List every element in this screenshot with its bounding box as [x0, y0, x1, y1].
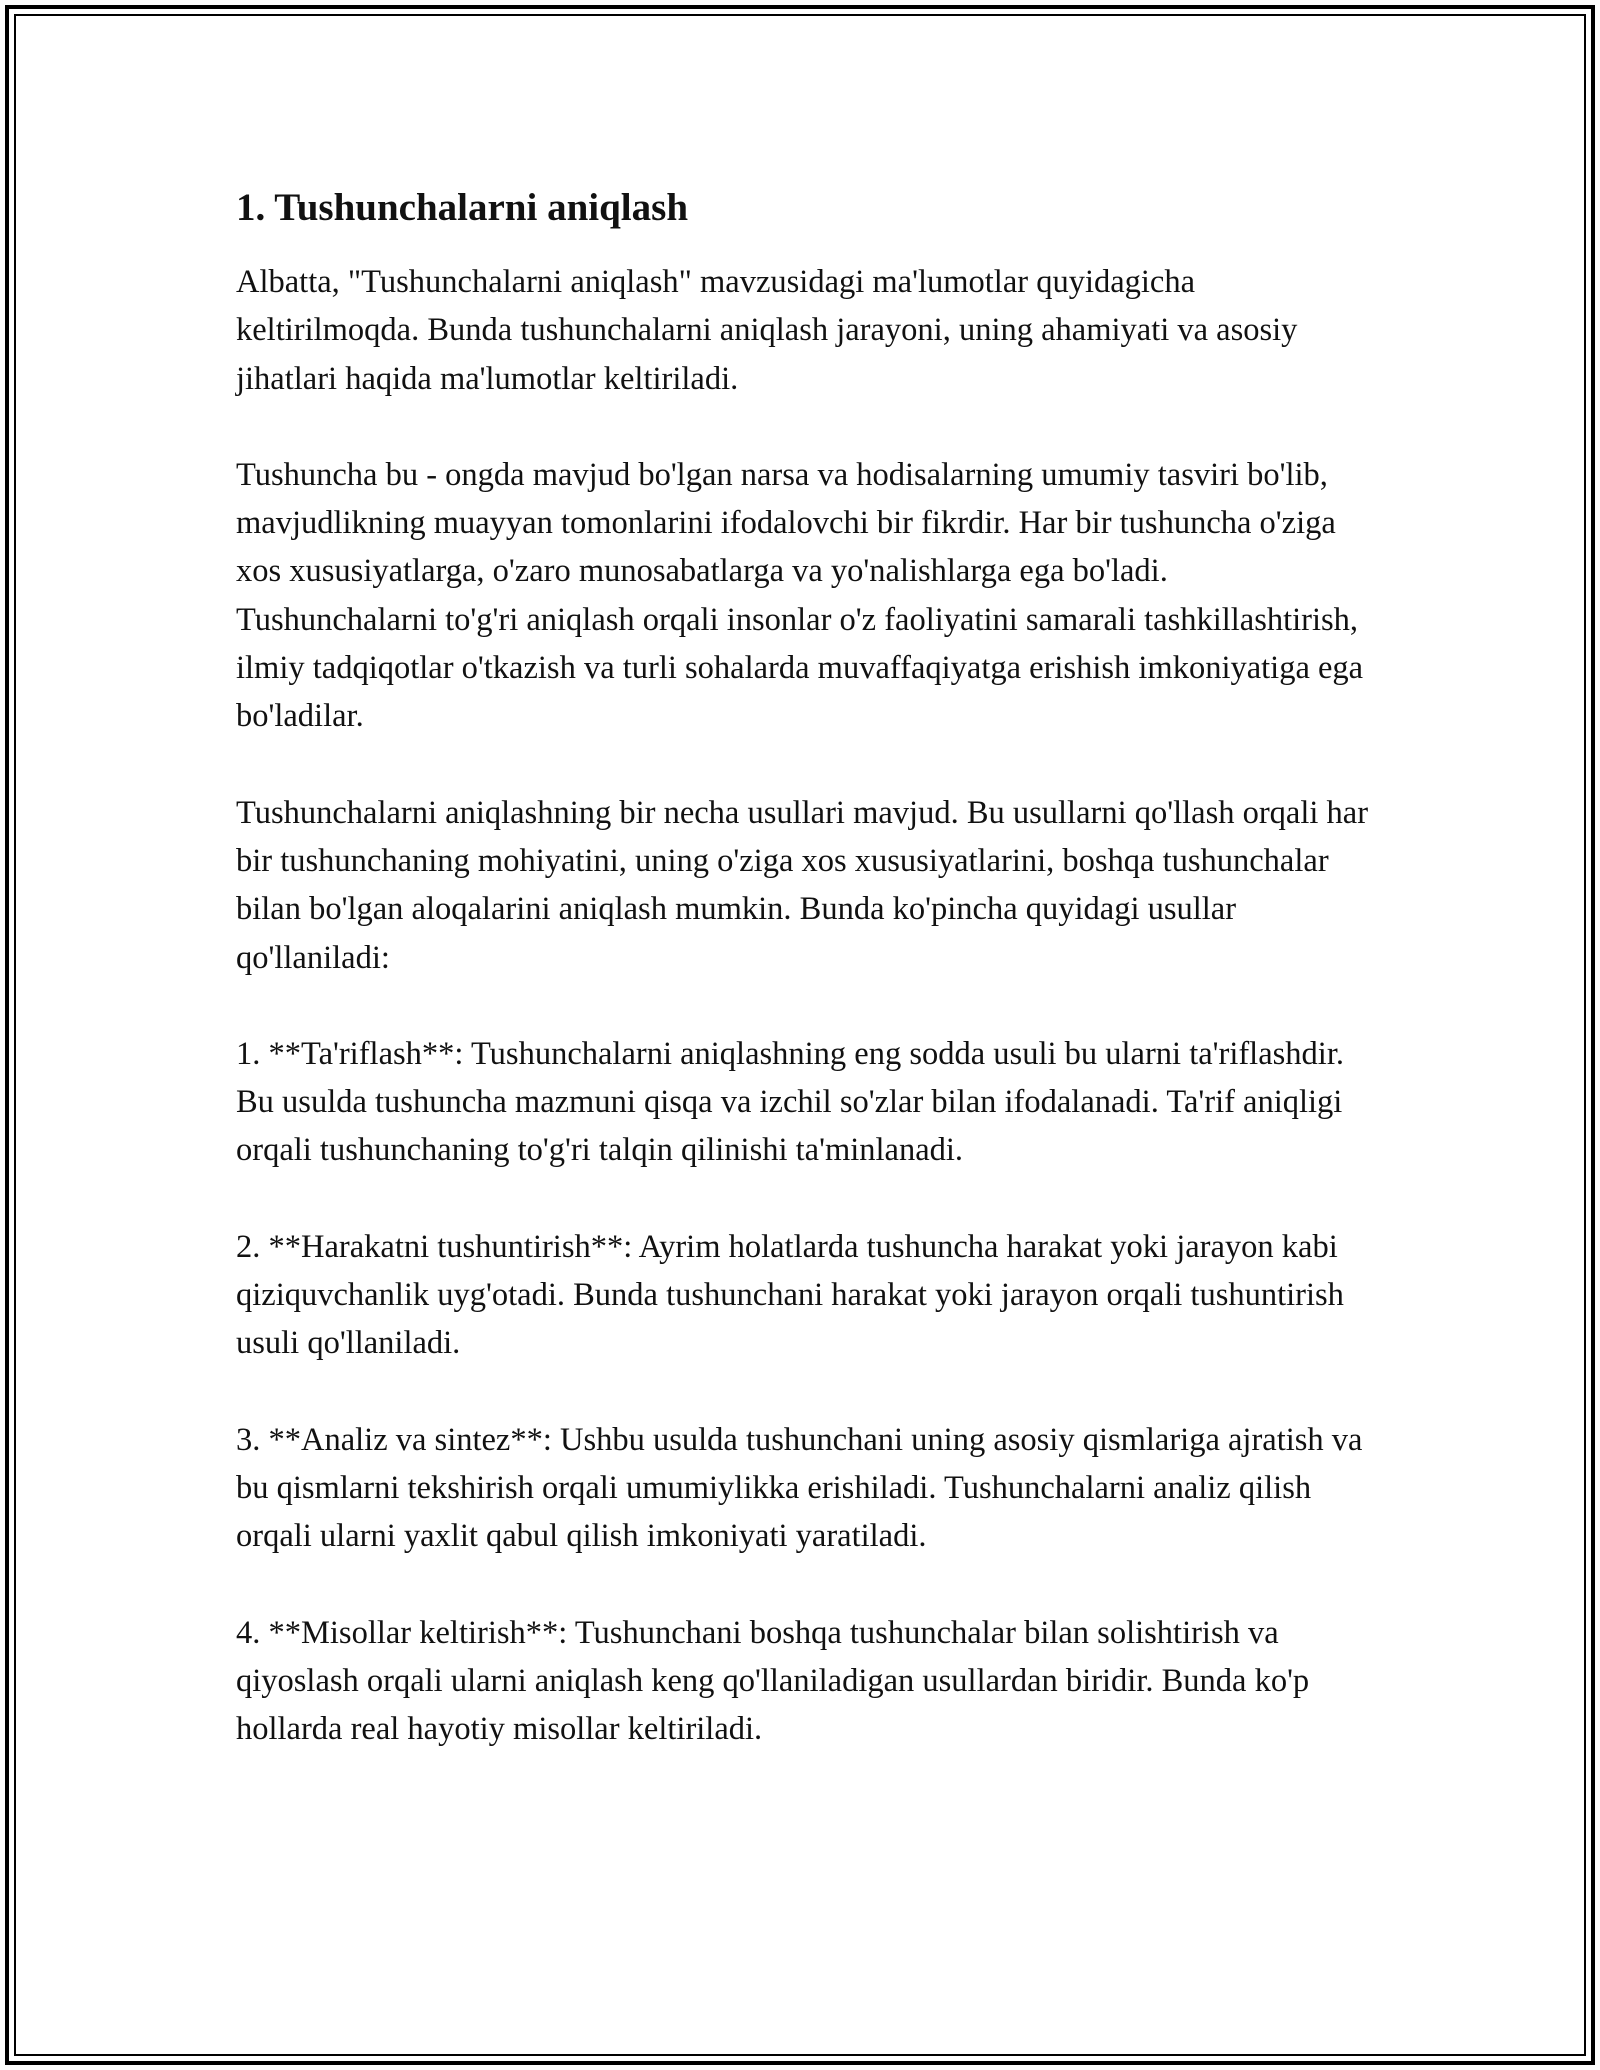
document-body — [236, 184, 1376, 1753]
section-heading: 1. Tushunchalarni aniqlash — [236, 186, 689, 229]
paragraph-method-2: 2. **Harakatni tushuntirish**: Ayrim holatlarda tushuncha harakat yoki jarayon kabi qiziquvchanlik uyg'otadi. Bunda tushunchani harakat yoki jarayon orqali tushuntirish usuli qo'llaniladi. — [236, 1228, 1344, 1362]
paragraph-method-1: 1. **Ta'riflash**: Tushunchalarni aniqlashning eng sodda usuli bu ularni ta'riflashdir. Bu usulda tushuncha mazmuni qisqa va izchil so'zlar bilan ifodalanadi. Ta'rif aniqligi orqali tushunchaning to'g'ri talqin qilinishi ta'minlanadi. — [236, 1035, 1344, 1169]
paragraph-method-3: 3. **Analiz va sintez**: Ushbu usulda tushunchani uning asosiy qismlariga ajratish va bu qismlarni tekshirish orqali umumiylikka erishiladi. Tushunchalarni analiz qilish orqali ularni yaxlit qabul qilish imkoniyati yaratiladi. — [236, 1421, 1363, 1555]
paragraph-method-4: 4. **Misollar keltirish**: Tushunchani boshqa tushunchalar bilan solishtirish va qiyoslash orqali ularni aniqlash keng qo'llaniladigan usullardan biridir. Bunda ko'p hollarda real hayotiy misollar keltiriladi. — [236, 1614, 1310, 1748]
paragraph-intro: Albatta, "Tushunchalarni aniqlash" mavzusidagi ma'lumotlar quyidagicha keltirilmoqda. Bunda tushunchalarni aniqlash jarayoni, uning ahamiyati va asosiy jihatlari haqida ma'lumotlar keltiriladi. — [236, 264, 1298, 397]
paragraph-methods-intro: Tushunchalarni aniqlashning bir necha usullari mavjud. Bu usullarni qo'llash orqali har bir tushunchaning mohiyatini, uning o'ziga xos xususiyatlarini, boshqa tushunchalar bilan bo'lgan aloqalarini aniqlash mumkin. Bunda ko'pincha quyidagi usullar qo'llaniladi: — [236, 794, 1369, 976]
paragraph-definition: Tushuncha bu - ongda mavjud bo'lgan narsa va hodisalarning umumiy tasviri bo'lib, mavjudlikning muayyan tomonlarini ifodalovchi bir fikrdir. Har bir tushuncha o'ziga xos xususiyatlarga, o'zaro munosabatlarga va yo'nalishlarga ega bo'ladi. Tushunchalarni to'g'ri aniqlash orqali insonlar o'z faoliyatini samarali tashkillashtirish, ilmiy tadqiqotlar o'tkazish va turli sohalarda muvaffaqiyatga erishish imkoniyatiga ega bo'ladilar. — [236, 456, 1364, 735]
